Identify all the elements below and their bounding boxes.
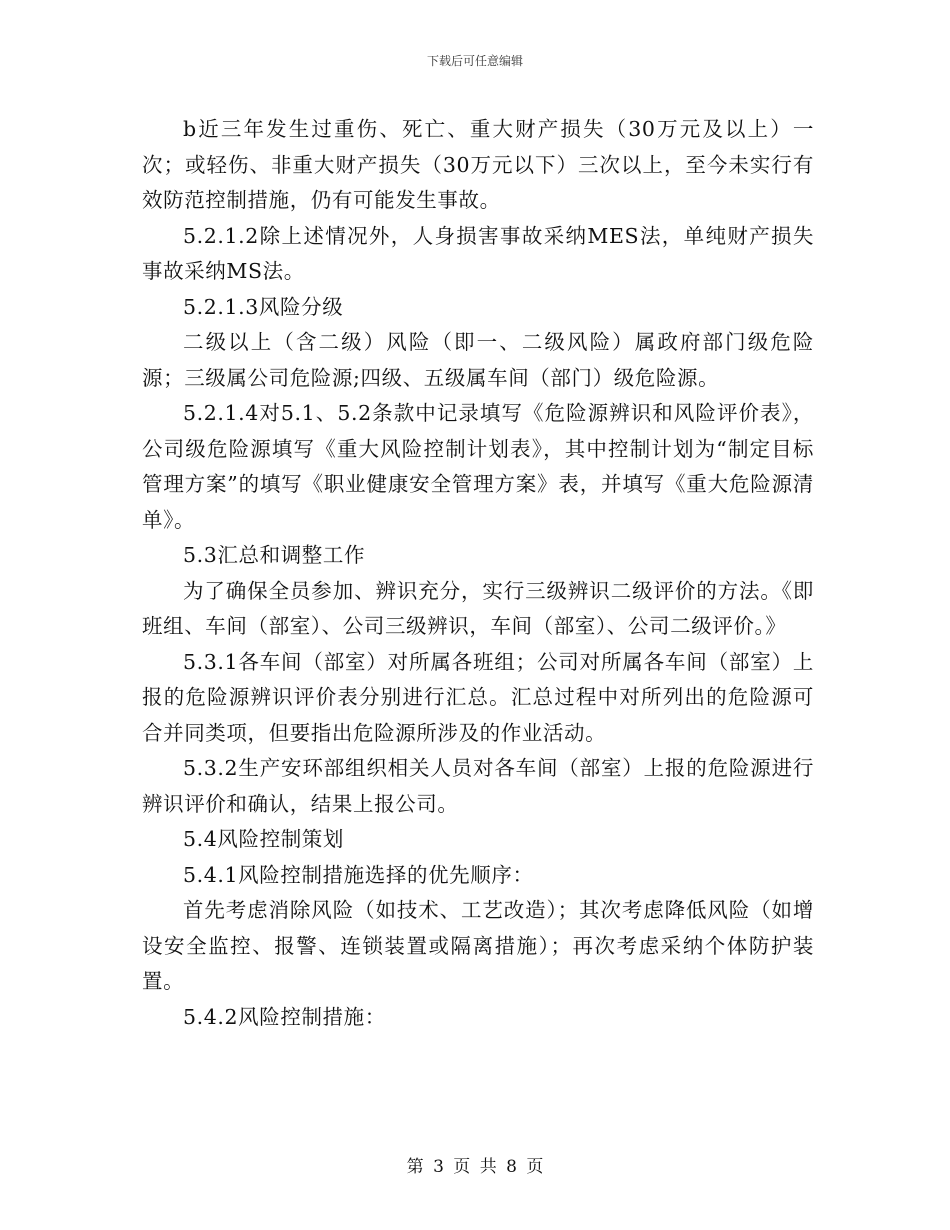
- paragraph: 首先考虑消除风险（如技术、工艺改造）；其次考虑降低风险（如增设安全监控、报警、连锁装置或隔离措施）；再次考虑采纳个体防护装置。: [142, 898, 814, 993]
- paragraph: b近三年发生过重伤、死亡、重大财产损失（30万元及以上）一次；或轻伤、非重大财产损失（30万元以下）三次以上，至今未实行有效防范控制措施，仍有可能发生事故。: [142, 117, 814, 212]
- section-heading: 5.3汇总和调整工作: [183, 543, 366, 567]
- section-heading: 5.4风险控制策划: [183, 827, 345, 851]
- page-footer: 第 3 页 共 8 页: [406, 1157, 544, 1177]
- paragraph: 5.2.1.4对5.1、5.2条款中记录填写《危险源辨识和风险评价表》，公司级危险源填写《重大风险控制计划表》，其中控制计划为“制定目标管理方案”的填写《职业健康安全管理方案》表，并填写《重大危险源清单》。: [142, 401, 814, 532]
- paragraph: 5.3.1各车间（部室）对所属各班组；公司对所属各车间（部室）上报的危险源辨识评价表分别进行汇总。汇总过程中对所列出的危险源可合并同类项，但要指出危险源所涉及的作业活动。: [142, 649, 814, 745]
- paragraph: 5.3.2生产安环部组织相关人员对各车间（部室）上报的危险源进行辨识评价和确认，结果上报公司。: [142, 756, 814, 816]
- document-body: [142, 112, 814, 1035]
- paragraph: 5.4.2风险控制措施：: [183, 1004, 386, 1029]
- paragraph: 为了确保全员参加、辨识充分，实行三级辨识二级评价的方法。《即班组、车间（部室）、公司三级辨识，车间（部室）、公司二级评价。》: [142, 578, 814, 638]
- page-header: 下载后可任意编辑: [426, 54, 523, 68]
- paragraph: 5.2.1.2除上述情况外，人身损害事故采纳MES法，单纯财产损失事故采纳MS法。: [142, 223, 814, 283]
- section-heading: 5.2.1.3风险分级: [183, 294, 344, 319]
- paragraph: 5.4.1风险控制措施选择的优先顺序：: [183, 862, 534, 887]
- paragraph: 二级以上（含二级）风险（即一、二级风险）属政府部门级危险源；三级属公司危险源;四级、五级属车间（部门）级危险源。: [142, 330, 814, 390]
